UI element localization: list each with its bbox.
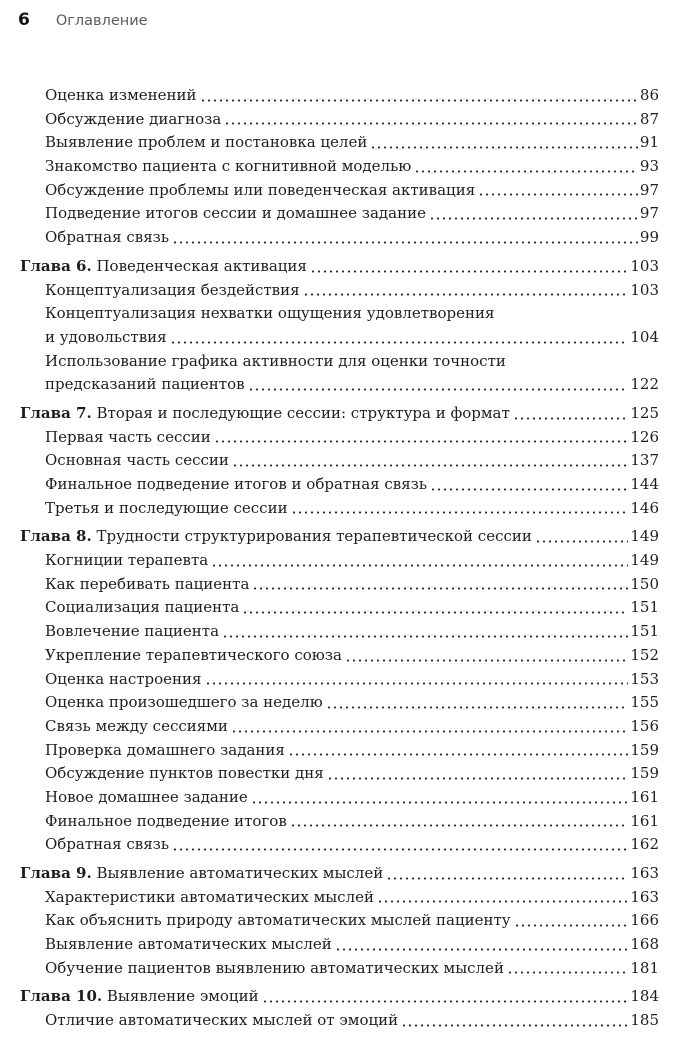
entry-page-number: 152 <box>630 645 659 664</box>
entry-title: Новое домашнее задание <box>45 787 248 806</box>
dot-leader <box>335 933 629 957</box>
entry-page-number: 181 <box>630 958 659 977</box>
entry-title: Третья и последующие сессии <box>45 498 288 517</box>
chapter-block <box>20 402 659 520</box>
entry-title: Выявление автоматических мыслей <box>45 935 332 954</box>
toc-entry <box>20 644 659 668</box>
entry-page-number: 161 <box>630 811 659 830</box>
dot-leader <box>386 862 628 886</box>
dot-leader <box>262 985 629 1009</box>
dot-leader <box>303 279 629 303</box>
dot-leader <box>478 179 638 203</box>
toc-entry <box>20 179 659 203</box>
entry-title: Первая часть сессии <box>45 427 211 446</box>
entry-title: Финальное подведение итогов <box>45 811 287 830</box>
dot-leader <box>248 373 629 397</box>
entry-title: Вовлечение пациента <box>45 622 220 641</box>
dot-leader <box>507 957 628 981</box>
dot-leader <box>288 739 629 763</box>
dot-leader <box>429 202 638 226</box>
dot-leader <box>251 786 629 810</box>
chapter-block <box>20 985 659 1032</box>
entry-page-number: 104 <box>630 327 659 346</box>
toc-entry <box>20 549 659 573</box>
toc-entry <box>20 350 659 397</box>
chapter-label: Глава 8. <box>20 527 92 546</box>
chapter-entry <box>20 255 659 279</box>
dot-leader <box>170 326 629 350</box>
entry-title-line-2: предсказаний пациентов <box>45 375 245 394</box>
toc-entry <box>20 202 659 226</box>
toc-entry <box>20 279 659 303</box>
entry-title: Обсуждение пунктов повестки дня <box>45 764 324 783</box>
dot-leader <box>205 668 629 692</box>
dot-leader <box>414 155 638 179</box>
toc-entry <box>20 155 659 179</box>
entry-title: Укрепление терапевтического союза <box>45 645 342 664</box>
chapter-title: Выявление эмоций <box>106 987 259 1006</box>
entry-title-line-1: Использование графика активности для оценки точности <box>45 351 506 370</box>
dot-leader <box>370 131 638 155</box>
entry-page-number: 151 <box>630 622 659 641</box>
dot-leader <box>291 497 629 521</box>
chapter-label: Глава 6. <box>20 256 92 275</box>
toc-entry <box>20 620 659 644</box>
entry-page-number: 103 <box>630 280 659 299</box>
toc-entry <box>20 668 659 692</box>
entry-page-number: 185 <box>630 1011 659 1030</box>
dot-leader <box>231 715 628 739</box>
dot-leader <box>535 525 628 549</box>
toc-entry <box>20 810 659 834</box>
entry-last-line <box>45 373 659 397</box>
toc-entry <box>20 909 659 933</box>
toc-entry <box>20 886 659 910</box>
toc-entry <box>20 691 659 715</box>
entry-title: Финальное подведение итогов и обратная связь <box>45 475 428 493</box>
chapter-entry <box>20 985 659 1009</box>
toc-entry <box>20 426 659 450</box>
entry-title: Обратная связь <box>45 835 169 854</box>
entry-page-number: 97 <box>639 204 659 223</box>
chapter-heading <box>20 525 532 549</box>
dot-leader <box>401 1009 628 1033</box>
toc-entry <box>20 786 659 810</box>
entry-page-number: 97 <box>639 180 659 199</box>
entry-page-number: 122 <box>630 375 659 394</box>
entry-page-number: 144 <box>630 475 659 493</box>
toc-entry <box>20 573 659 597</box>
dot-leader <box>514 909 629 933</box>
chapter-label: Глава 7. <box>20 403 92 422</box>
dot-leader <box>211 549 628 573</box>
dot-leader <box>232 449 628 473</box>
chapter-label: Глава 9. <box>20 864 92 882</box>
chapter-heading <box>20 402 510 426</box>
entry-page-number: 161 <box>630 787 659 806</box>
table-of-contents <box>20 84 659 1033</box>
entry-page-number: 149 <box>630 551 659 570</box>
toc-entry <box>20 449 659 473</box>
entry-title: Выявление проблем и постановка целей <box>45 133 368 152</box>
toc-entry <box>20 762 659 786</box>
toc-entry <box>20 596 659 620</box>
chapter-page-number: 184 <box>630 987 659 1006</box>
dot-leader <box>224 108 638 132</box>
dot-leader <box>214 426 629 450</box>
dot-leader <box>513 402 629 426</box>
toc-entry <box>20 933 659 957</box>
entry-page-number: 91 <box>639 133 659 152</box>
running-header <box>18 9 148 31</box>
entry-page-number: 126 <box>630 427 659 446</box>
dot-leader <box>326 691 629 715</box>
dot-leader <box>327 762 629 786</box>
dot-leader <box>172 833 628 857</box>
entry-last-line <box>45 326 659 350</box>
dot-leader <box>222 620 628 644</box>
entry-title: Обучение пациентов выявлению автоматических мыслей <box>45 958 504 977</box>
dot-leader <box>310 255 628 279</box>
toc-entry <box>20 226 659 250</box>
entry-title: Социализация пациента <box>45 598 240 617</box>
entry-page-number: 146 <box>630 498 659 517</box>
entry-title: Знакомство пациента с когнитивной моделью <box>45 157 412 176</box>
entry-title-line-2: и удовольствия <box>45 327 167 346</box>
toc-entry <box>20 473 659 497</box>
page-number: 6 <box>18 10 30 30</box>
entry-page-number: 159 <box>630 740 659 759</box>
dot-leader <box>345 644 628 668</box>
entry-page-number: 162 <box>630 835 659 854</box>
toc-entry <box>20 108 659 132</box>
entry-page-number: 86 <box>639 86 659 104</box>
entry-page-number: 99 <box>639 228 659 247</box>
entry-page-number: 87 <box>639 109 659 128</box>
entry-page-number: 159 <box>630 764 659 783</box>
dot-leader <box>172 226 638 250</box>
toc-entry <box>20 715 659 739</box>
chapter-page-number: 103 <box>630 256 659 275</box>
entry-title: Концептуализация бездействия <box>45 280 300 299</box>
dot-leader <box>377 886 628 910</box>
entry-title: Подведение итогов сессии и домашнее задание <box>45 204 426 223</box>
entry-page-number: 93 <box>639 157 659 176</box>
dot-leader <box>242 596 628 620</box>
entry-title: Характеристики автоматических мыслей <box>45 887 374 906</box>
dot-leader <box>430 473 628 497</box>
chapter-title: Выявление автоматических мыслей <box>96 864 384 882</box>
dot-leader <box>200 84 638 108</box>
entry-page-number: 155 <box>630 693 659 712</box>
entry-title: Обсуждение проблемы или поведенческая активация <box>45 180 476 199</box>
entry-page-number: 168 <box>630 935 659 954</box>
chapter-page-number: 125 <box>630 403 659 422</box>
chapter-entry <box>20 402 659 426</box>
entry-title: Оценка произошедшего за неделю <box>45 693 323 712</box>
chapter-label: Глава 10. <box>20 987 103 1006</box>
entry-title-line-1: Концептуализация нехватки ощущения удовлетворения <box>45 304 495 323</box>
entry-title: Проверка домашнего задания <box>45 740 285 759</box>
chapter-page-number: 163 <box>630 864 659 882</box>
dot-leader <box>252 573 628 597</box>
entry-title: Связь между сессиями <box>45 716 228 735</box>
toc-entry <box>20 131 659 155</box>
toc-entry <box>20 739 659 763</box>
entry-page-number: 151 <box>630 598 659 617</box>
running-title: Оглавление <box>55 13 148 29</box>
chapter-entry <box>20 525 659 549</box>
chapter-title: Трудности структурирования терапевтической сессии <box>96 527 532 546</box>
entry-title: Оценка настроения <box>45 669 202 688</box>
chapter-block <box>20 525 659 857</box>
chapter-heading <box>20 985 259 1009</box>
entry-page-number: 156 <box>630 716 659 735</box>
entry-page-number: 153 <box>630 669 659 688</box>
entry-title: Когниции терапевта <box>45 551 209 570</box>
toc-entry <box>20 1009 659 1033</box>
entry-title: Основная часть сессии <box>45 451 229 470</box>
entry-page-number: 166 <box>630 911 659 930</box>
chapter-title: Вторая и последующие сессии: структура и формат <box>96 403 510 422</box>
chapter-heading <box>20 862 383 886</box>
entry-page-number: 163 <box>630 887 659 906</box>
entry-page-number: 137 <box>630 451 659 470</box>
entry-title: Обсуждение диагноза <box>45 109 222 128</box>
continued-sections-block <box>20 84 659 250</box>
chapter-heading <box>20 255 307 279</box>
chapter-block <box>20 862 659 980</box>
toc-entry <box>20 302 659 349</box>
chapter-entry <box>20 862 659 886</box>
dot-leader <box>290 810 629 834</box>
toc-entry <box>20 957 659 981</box>
toc-entry <box>20 84 659 108</box>
toc-entry <box>20 833 659 857</box>
entry-title: Как перебивать пациента <box>45 574 250 593</box>
entry-title: Отличие автоматических мыслей от эмоций <box>45 1011 399 1030</box>
entry-page-number: 150 <box>630 574 659 593</box>
toc-entry <box>20 497 659 521</box>
chapter-block <box>20 255 659 397</box>
entry-title: Как объяснить природу автоматических мыслей пациенту <box>45 911 511 930</box>
entry-title: Обратная связь <box>45 228 169 247</box>
entry-title: Оценка изменений <box>45 86 197 104</box>
chapter-title: Поведенческая активация <box>96 256 307 275</box>
chapter-page-number: 149 <box>630 527 659 546</box>
